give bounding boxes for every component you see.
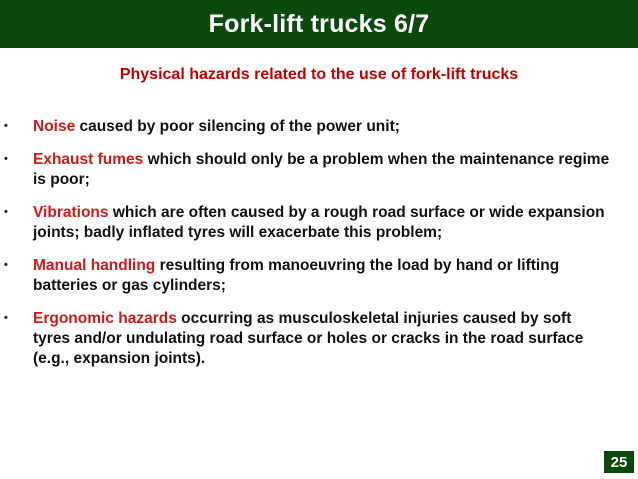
hazard-name: Noise <box>33 118 76 135</box>
hazard-description: which should only be a problem when the maintenance regime is poor; <box>33 151 610 188</box>
title-bar <box>0 0 638 48</box>
bullet-icon: • <box>4 312 8 324</box>
hazard-name: Manual handling <box>33 257 156 274</box>
hazard-name: Exhaust fumes <box>33 151 144 168</box>
list-item <box>0 309 638 369</box>
hazard-list <box>0 117 638 382</box>
bullet-icon: • <box>4 206 8 218</box>
list-item <box>0 150 638 190</box>
slide-subtitle: Physical hazards related to the use of fork-lift trucks <box>119 66 519 83</box>
hazard-description: resulting from manoeuvring the load by hand or lifting batteries or gas cylinders; <box>33 257 560 294</box>
list-item <box>0 117 638 137</box>
list-item <box>0 256 638 296</box>
hazard-description: caused by poor silencing of the power unit; <box>75 118 400 135</box>
hazard-description: which are often caused by a rough road surface or wide expansion joints; badly inflated tyres will exacerbate this problem; <box>33 204 605 241</box>
hazard-name: Ergonomic hazards <box>33 310 177 327</box>
bullet-icon: • <box>4 259 8 271</box>
hazard-name: Vibrations <box>33 204 109 221</box>
hazard-description: occurring as musculoskeletal injuries caused by soft tyres and/or undulating road surface or holes or cracks in the road surface (e.g., expansion joints). <box>33 310 584 367</box>
bullet-icon: • <box>4 153 8 165</box>
page-number: 25 <box>604 451 634 473</box>
list-item <box>0 203 638 243</box>
slide-title: Fork-lift trucks 6/7 <box>208 9 430 38</box>
bullet-icon: • <box>4 120 8 132</box>
